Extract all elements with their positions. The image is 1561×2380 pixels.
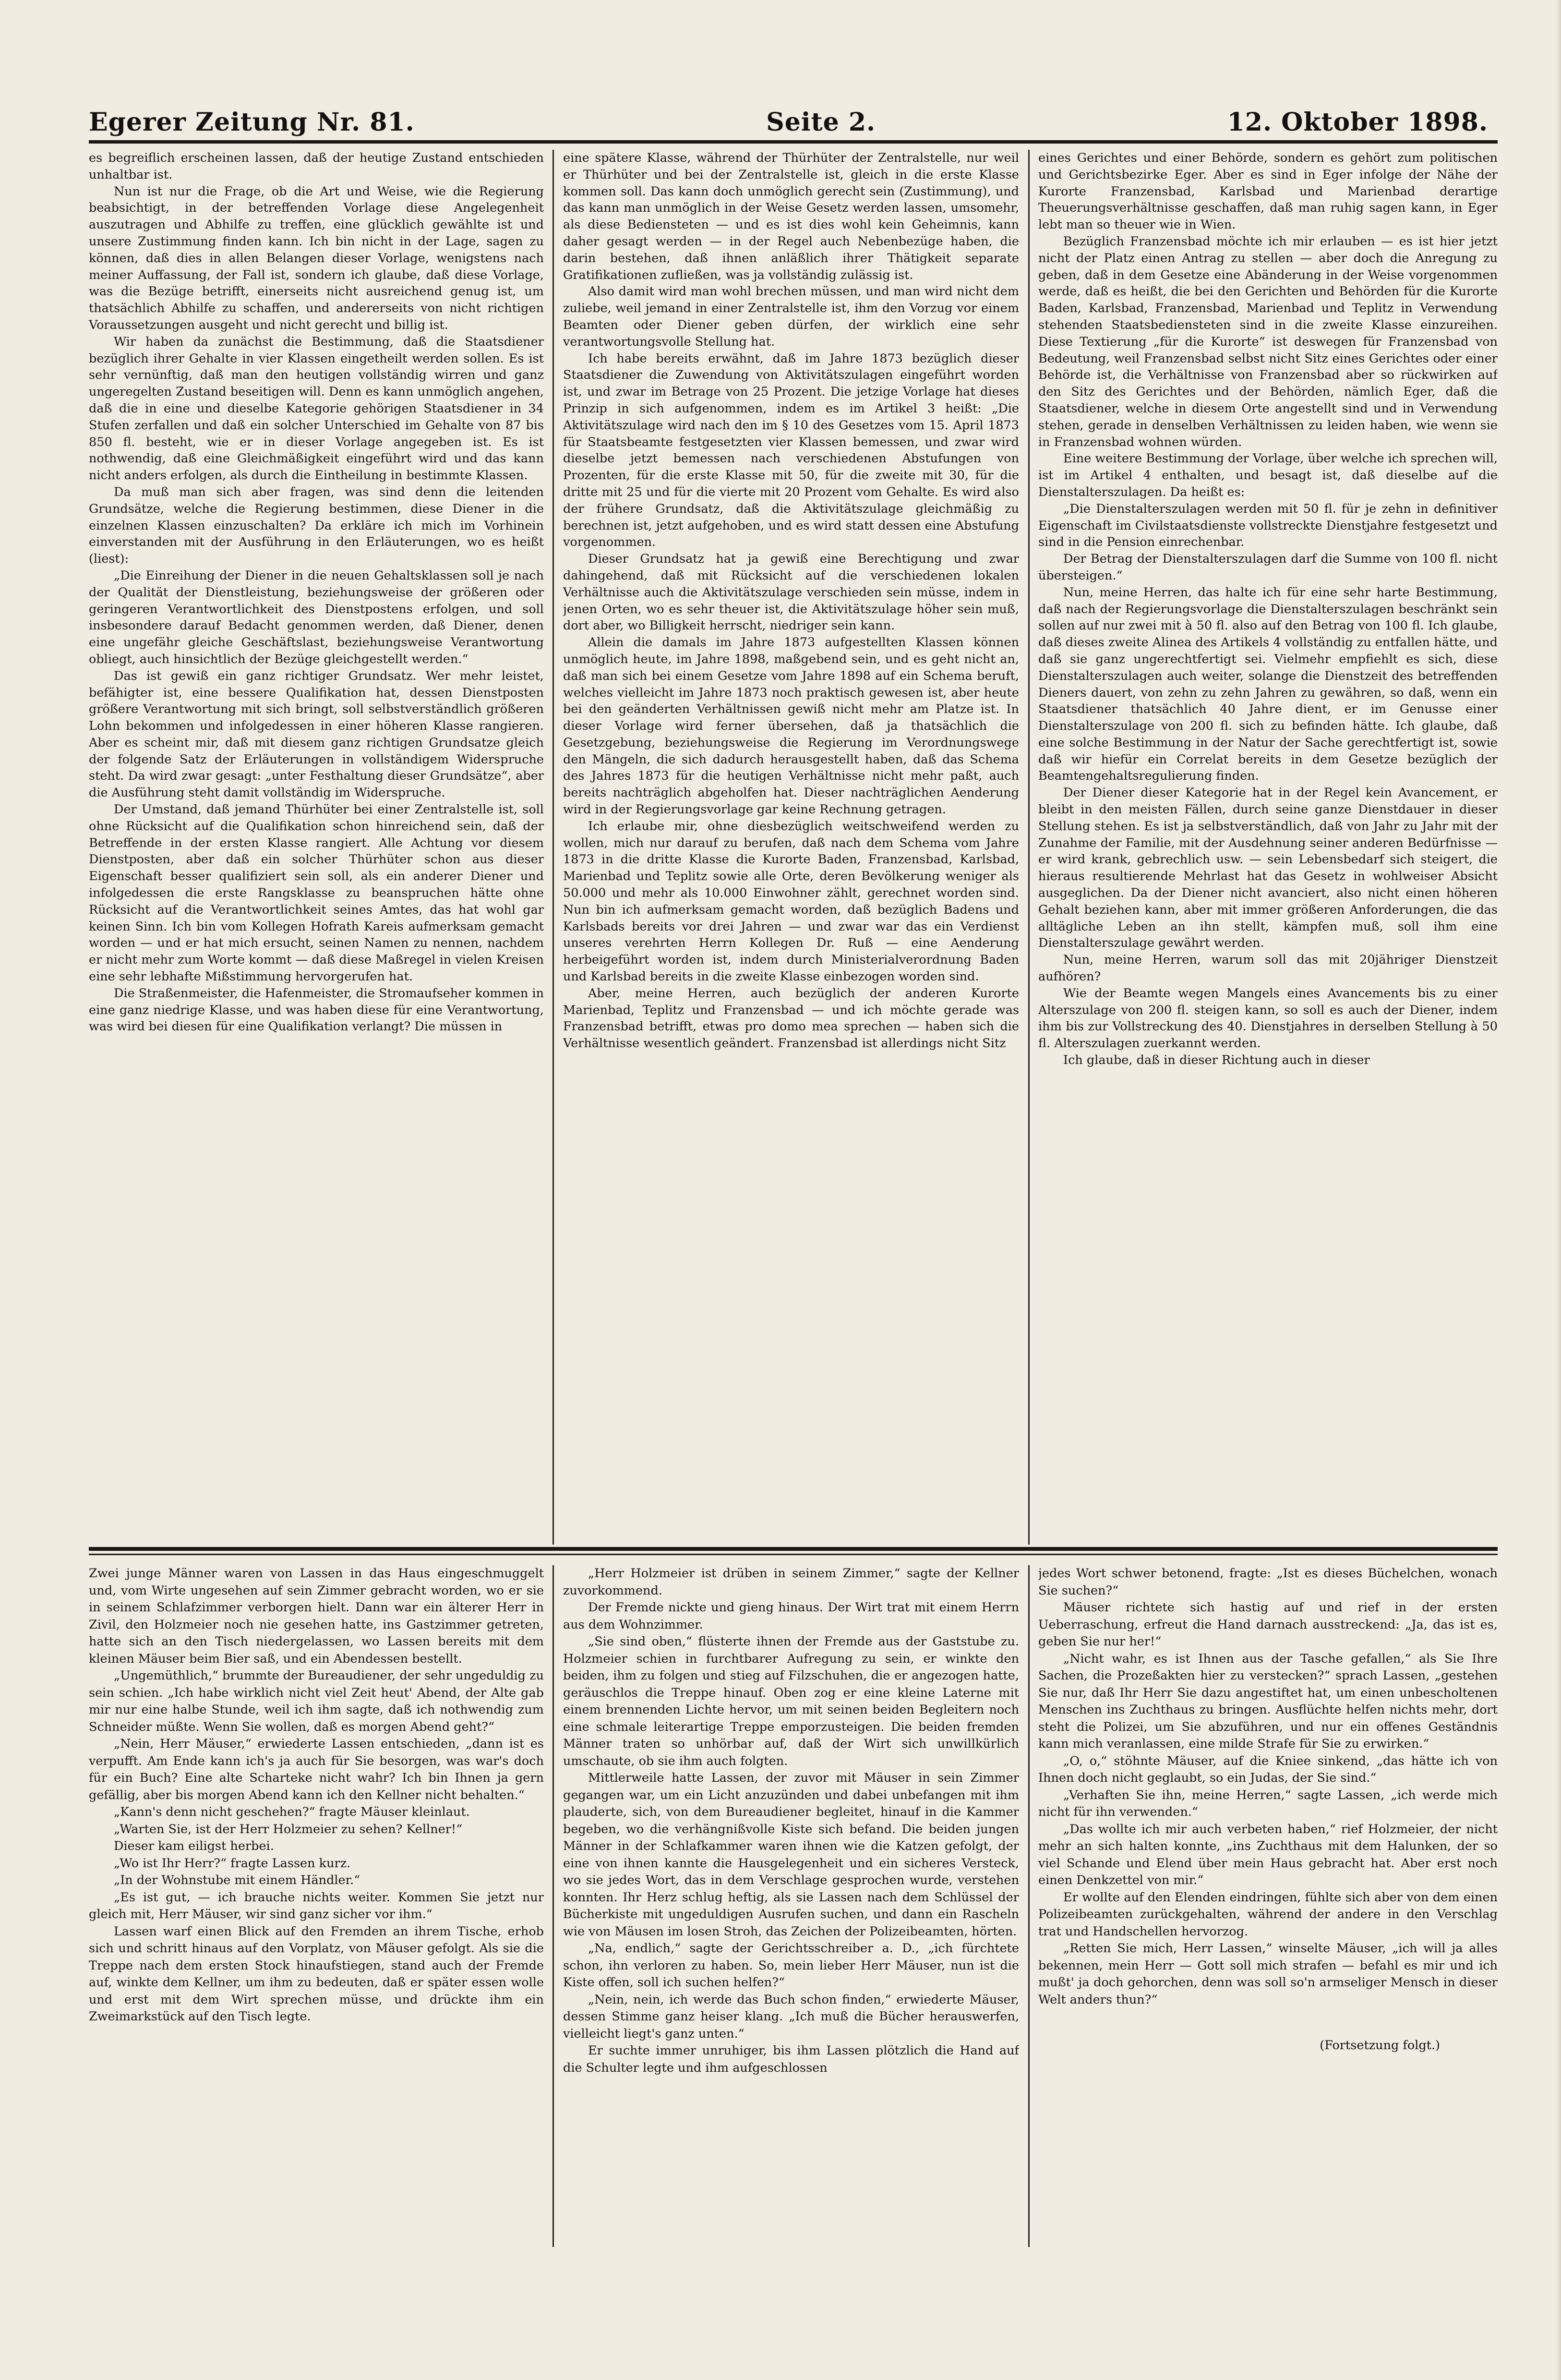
page-number: Seite 2. bbox=[766, 108, 876, 137]
paragraph: Dieser kam eiligst herbei. bbox=[114, 1839, 274, 1853]
story-column-2 bbox=[563, 1565, 1019, 2252]
paragraph: „In der Wohnstube mit einem Händler.“ bbox=[114, 1873, 360, 1887]
speech-column-1 bbox=[89, 150, 544, 1545]
paragraph: Er wollte auf den Elenden eindringen, fühlte sich aber von dem einen Polizeibeamten zurückgehalten, während der andere in den Verschlag trat und Handschellen hervorzog. bbox=[1038, 1890, 1498, 1939]
column-divider bbox=[1028, 1565, 1030, 2247]
paragraph: „O, o,“ stöhnte Mäuser, auf die Kniee sinkend, „das hätte ich von Ihnen doch nicht geglaubt, so ein Judas, der Sie sind.“ bbox=[1038, 1753, 1498, 1785]
paragraph: „Sie sind oben,“ flüsterte ihnen der Fremde aus der Gaststube zu. Holzmeier schien in furchtbarer Aufregung zu sein, er winkte den beiden, ihm zu folgen und stieg auf Filzschuhen, die er angezogen hatte, geräuschlos die Treppe hinauf. Oben zog er eine kleine Laterne mit einem brennenden Lichte hervor, um mit seinen beiden Begleitern noch eine schmale leiterartige Treppe emporzusteigen. Die beiden fremden Männer traten so unhörbar auf, daß der Wirt sich unwillkürlich umschaute, ob sie ihm auch folgten. bbox=[563, 1634, 1019, 1768]
paragraph: Die Straßenmeister, die Hafenmeister, die Stromaufseher kommen in eine ganz niedrige Klasse, und was haben diese für eine Verantwortung, was wird bei diesen für eine Qualifikation verlangt? Die müssen in bbox=[89, 986, 544, 1034]
paragraph: Der Fremde nickte und gieng hinaus. Der Wirt trat mit einem Herrn aus dem Wohnzimmer. bbox=[563, 1600, 1019, 1632]
paragraph: es begreiflich erscheinen lassen, daß der heutige Zustand entschieden unhaltbar ist. bbox=[89, 151, 544, 182]
column-divider bbox=[552, 1565, 554, 2247]
paragraph: Ich glaube, daß in dieser Richtung auch in dieser bbox=[1063, 1053, 1370, 1068]
paragraph: „Kann's denn nicht geschehen?“ fragte Mäuser kleinlaut. bbox=[114, 1805, 470, 1819]
paragraph: Zwei junge Männer waren von Lassen in das Haus eingeschmuggelt und, vom Wirte ungesehen auf sein Zimmer gebracht worden, wo er sie in seinem Schlafzimmer verborgen hielt. Dann war ein älterer Herr in Zivil, den Holzmeier noch nie gesehen hatte, ins Gastzimmer getreten, hatte sich an den Tisch niedergelassen, wo Lassen bereits mit dem kleinen Mäuser beim Bier saß, und ein Abendessen bestellt. bbox=[89, 1566, 544, 1666]
paragraph: Lassen warf einen Blick auf den Fremden an ihrem Tische, erhob sich und schritt hinaus auf den Vorplatz, von Mäuser gefolgt. Als sie die Treppe nach dem ersten Stock hinaufstiegen, stand auch der Fremde auf, winkte dem Kellner, um ihm zu bedeuten, daß er später essen wolle und erst mit dem Wirt sprechen müsse, und drückte ihm ein Zweimarkstück auf den Tisch legte. bbox=[89, 1924, 544, 2024]
paragraph: Der Diener dieser Kategorie hat in der Regel kein Avancement, er bleibt in den meisten Fällen, durch seine ganze Dienstdauer in dieser Stellung stehen. Es ist ja selbstverständlich, daß von Jahr zu Jahr mit der Zunahme der Familie, mit der Ausdehnung seiner anderen Bedürfnisse — er wird krank, gebrechlich usw. — sein Lebensbedarf sich steigert, die hieraus resultierende Mehrlast hat das Gesetz in wohlweiser Absicht ausgeglichen. Da der Diener nicht avanciert, also nicht einen höheren Gehalt beziehen kann, aber mit immer größeren Anforderungen, die das alltägliche Leben an ihn stellt, kämpfen muß, soll ihm eine Dienstalterszulage gewährt werden. bbox=[1038, 785, 1498, 951]
paragraph: Nun ist nur die Frage, ob die Art und Weise, wie die Regierung beabsichtigt, in der betreffenden Vorlage diese Angelegenheit auszutragen und Abhilfe zu treffen, eine glücklich gewählte ist und unsere Zustimmung finden kann. Ich bin nicht in der Lage, sagen zu können, daß dies in allen Belangen dieser Vorlage, wenigstens nach meiner Auffassung, der Fall ist, sondern ich glaube, daß diese Vorlage, was die Bezüge betrifft, einerseits nicht ausreichend genug ist, um thatsächlich Abhilfe zu schaffen, und andererseits von nicht richtigen Voraussetzungen ausgeht und nicht gerecht und billig ist. bbox=[89, 184, 544, 332]
feuilleton-section bbox=[89, 1565, 1498, 2252]
paragraph: „Warten Sie, ist der Herr Holzmeier zu sehen? Kellner!“ bbox=[114, 1822, 463, 1836]
feuilleton-rule bbox=[89, 1547, 1498, 1551]
paragraph: Eine weitere Bestimmung der Vorlage, über welche ich sprechen will, ist im Artikel 4 enthalten, und besagt ist, daß dieselbe auf die Dienstalterszulagen. Da heißt es: bbox=[1038, 451, 1498, 499]
paragraph: Der Umstand, daß jemand Thürhüter bei einer Zentralstelle ist, soll ohne Rücksicht auf die Qualifikation schon hinreichend sein, daß der Betreffende in der ersten Klasse rangiert. Alle Achtung vor diesem Dienstposten, aber daß ein solcher Thürhüter schon aus dieser Eigenschaft besser qualifiziert sein soll, als ein anderer Diener und infolgedessen die erste Rangsklasse zu beanspruchen hätte ohne Rücksicht auf die Verantwortlichkeit seines Amtes, das hat wohl gar keinen Sinn. Ich bin vom Kollegen Hofrath Kareis aufmerksam gemacht worden — und er hat mich ersucht, seinen Namen zu nennen, nachdem er nicht mehr zum Worte kommt — daß diese Maßregel in vielen Kreisen eine sehr lebhafte Mißstimmung hervorgerufen hat. bbox=[89, 802, 544, 984]
story-column-3 bbox=[1038, 1565, 1498, 2252]
paragraph: „Herr Holzmeier ist drüben in seinem Zimmer,“ sagte der Kellner zuvorkommend. bbox=[563, 1566, 1019, 1598]
paragraph: „Wo ist Ihr Herr?“ fragte Lassen kurz. bbox=[114, 1856, 351, 1871]
column-divider bbox=[1028, 150, 1030, 1545]
paragraph: Da muß man sich aber fragen, was sind denn die leitenden Grundsätze, welche die Regierung bestimmen, diese Diener in die einzelnen Klassen einzuschalten? Da erkläre ich mich im Vorhinein einverstanden mit der Ausführung in den Erläuterungen, wo es heißt (liest): bbox=[89, 484, 544, 567]
header-rule bbox=[89, 140, 1498, 144]
paper-title: Egerer Zeitung Nr. 81. bbox=[89, 108, 415, 137]
paragraph: „Retten Sie mich, Herr Lassen,“ winselte Mäuser, „ich will ja alles bekennen, mein Herr — Gott soll mich strafen — befahl es mir und ich mußt' ja doch gehorchen, denn was soll so'n armseliger Mensch in dieser Welt anders thun?“ bbox=[1038, 1941, 1498, 2007]
paragraph: Wie der Beamte wegen Mangels eines Avancements bis zu einer Alterszulage von 200 fl. steigen kann, so soll es auch der Diener, indem ihm bis zur Vollstreckung des 40. Dienstjahres in derselben Stellung à 50 fl. Alterszulagen zuerkannt werden. bbox=[1038, 986, 1498, 1051]
paragraph: Bezüglich Franzensbad möchte ich mir erlauben — es ist hier jetzt nicht der Platz einen Antrag zu stellen — aber doch die Anregung zu geben, daß in dem Gesetze eine Abänderung in der Weise vorgenommen werde, daß es heißt, die bei den Gerichten und Behörden für die Kurorte Baden, Karlsbad, Franzensbad, Marienbad und Teplitz in Verwendung stehenden Staatsbediensteten sind in die zweite Klasse einzureihen. Diese Textierung „für die Kurorte“ ist deswegen für Franzensbad von Bedeutung, weil Franzensbad selbst nicht Sitz eines Gerichtes oder einer Behörde ist, die Verhältnisse von Franzensbad aber so rückwirken auf den Sitz des Gerichtes und der Behörden, nämlich Eger, daß die Staatsdiener, welche in diesem Orte angestellt sind und in Verwendung stehen, gerade in denselben Verhältnissen zu leiden haben, wie wenn sie in Franzensbad wohnen würden. bbox=[1038, 234, 1498, 449]
paragraph: „Nein, nein, ich werde das Buch schon finden,“ erwiederte Mäuser, dessen Stimme ganz heiser klang. „Ich muß die Bücher herauswerfen, vielleicht liegt's ganz unten.“ bbox=[563, 1992, 1019, 2041]
paragraph: „Na, endlich,“ sagte der Gerichtsschreiber a. D., „ich fürchtete schon, ihn verloren zu haben. So, mein lieber Herr Mäuser, nun ist die Kiste offen, soll ich suchen helfen?“ bbox=[563, 1941, 1019, 1990]
paragraph: eines Gerichtes und einer Behörde, sondern es gehört zum politischen und Gerichtsbezirke Eger. Aber es sind in Eger infolge der Nähe der Kurorte Franzensbad, Karlsbad und Marienbad derartige Theuerungsverhältnisse geschaffen, daß man ruhig sagen kann, in Eger lebt man so theuer wie in Wien. bbox=[1038, 151, 1498, 232]
speech-column-2 bbox=[563, 150, 1019, 1545]
paragraph: Ich erlaube mir, ohne diesbezüglich weitschweifend werden zu wollen, mich nur darauf zu berufen, daß nach dem Schema vom Jahre 1873 in die dritte Klasse die Kurorte Baden, Franzensbad, Karlsbad, Marienbad und Teplitz sowie alle Orte, deren Bevölkerung weniger als 50.000 und mehr als 10.000 Einwohner zählt, gerechnet worden sind. Nun bin ich aufmerksam gemacht worden, daß bezüglich Badens und Karlsbads bereits vor drei Jahren — und zwar war das ein Verdienst unseres verehrten Herrn Kollegen Dr. Ruß — eine Aenderung herbeigeführt worden ist, indem durch Ministerialverordnung Baden und Karlsbad bereits in die zweite Klasse einbezogen worden sind. bbox=[563, 819, 1019, 984]
speech-column-3 bbox=[1038, 150, 1498, 1545]
paragraph: „Das wollte ich mir auch verbeten haben,“ rief Holzmeier, der nicht mehr an sich halten konnte, „ins Zuchthaus mit dem Halunken, der so viel Schande und Elend über mein Haus gebracht hat. Aber erst noch einen Denkzettel von mir.“ bbox=[1038, 1822, 1498, 1887]
paragraph: „Nicht wahr, es ist Ihnen aus der Tasche gefallen,“ als Sie Ihre Sachen, die Prozeßakten hier zu verstecken?“ sprach Lassen, „gestehen Sie nur, daß Ihr Herr Sie dazu angestiftet hat, um einen unbescholtenen Menschen ins Zuchthaus zu bringen. Ausflüchte helfen nichts mehr, dort steht die Polizei, um Sie abzuführen, und nur ein offenes Geständnis kann mich veranlassen, eine milde Strafe für Sie zu erwirken.“ bbox=[1038, 1651, 1498, 1751]
paragraph: Allein die damals im Jahre 1873 aufgestellten Klassen können unmöglich heute, im Jahre 1898, maßgebend sein, und es geht nicht an, daß man sich bei einem Gesetze vom Jahre 1898 auf ein Schema beruft, welches vielleicht im Jahre 1873 noch praktisch gewesen ist, aber heute bei den geänderten Verhältnissen gewiß nicht mehr am Platze ist. In dieser Vorlage wird ferner übersehen, daß ja thatsächlich die Gesetzgebung, beziehungsweise die Regierung im Verordnungswege den Mängeln, die sich dadurch herausgestellt haben, daß das Schema des Jahres 1873 für die heutigen Verhältnisse nicht mehr paßt, auch bereits nachträglich abgeholfen hat. Dieser nachträglichen Aenderung wird in der Regierungsvorlage gar keine Rechnung getragen. bbox=[563, 635, 1019, 817]
story-column-1 bbox=[89, 1565, 544, 2252]
paragraph: Aber, meine Herren, auch bezüglich der anderen Kurorte Marienbad, Teplitz und Franzensbad — und ich möchte gerade was Franzensbad betrifft, etwas pro domo mea sprechen — haben sich die Verhältnisse wesentlich geändert. Franzensbad ist allerdings nicht Sitz bbox=[563, 986, 1019, 1051]
quote-paragraph: Der Betrag der Dienstalterszulagen darf die Summe von 100 fl. nicht übersteigen.“ bbox=[1038, 552, 1498, 583]
page-edge bbox=[1556, 0, 1561, 2380]
paragraph: „Ungemüthlich,“ brummte der Bureaudiener, der sehr ungeduldig zu sein schien. „Ich habe wirklich nicht viel Zeit heut' Abend, der Alte gab mir nur eine halbe Stunde, weil ich ihm sagte, daß ich nothwendig zum Schneider müßte. Wenn Sie wollen, daß es morgen Abend geht?“ bbox=[89, 1668, 544, 1734]
paragraph: Das ist gewiß ein ganz richtiger Grundsatz. Wer mehr leistet, befähigter ist, eine bessere Qualifikation hat, dessen Dienstposten größere Verantwortung mit sich bringt, soll selbstverständlich größeren Lohn bekommen und infolgedessen in einer höheren Klasse rangieren. Aber es scheint mir, daß mit diesem ganz richtigen Grundsatze gleich der folgende Satz der Erläuterungen in vollständigem Widerspruche steht. Da wird zwar gesagt: „unter Festhaltung dieser Grundsätze“, aber die Ausführung steht damit vollständig im Widerspruche. bbox=[89, 668, 544, 800]
paragraph: jedes Wort schwer betonend, fragte: „Ist es dieses Büchelchen, wonach Sie suchen?“ bbox=[1038, 1566, 1498, 1598]
paragraph: Ich habe bereits erwähnt, daß im Jahre 1873 bezüglich dieser Staatsdiener die Zuwendung von Aktivitätszulagen eingeführt worden ist, und zwar im Betrage von 25 Prozent. Die jetzige Vorlage hat dieses Prinzip in sich aufgenommen, indem es im Artikel 3 heißt: „Die Aktivitätszulage wird nach den im § 10 des Gesetzes vom 15. April 1873 für Staatsbeamte festgesetzten vier Klassen bemessen, und zwar wird dieselbe jetzt bemessen nach verschiedenen Abstufungen von Prozenten, für die erste Klasse mit 50, für die zweite mit 30, für die dritte mit 25 und für die vierte mit 20 Prozent vom Gehalte. Es wird also der frühere Grundsatz, daß die Aktivitätszulage gleichmäßig zu berechnen ist, jetzt aufgehoben, und es wird statt dessen eine Abstufung vorgenommen. bbox=[563, 351, 1019, 550]
paragraph: Nun, meine Herren, warum soll das mit 20jähriger Dienstzeit aufhören? bbox=[1038, 953, 1498, 984]
paragraph: Wir haben da zunächst die Bestimmung, daß die Staatsdiener bezüglich ihrer Gehalte in vier Klassen eingetheilt werden sollen. Es ist sehr vernünftig, daß man den heutigen vollständig wirren und ganz ungeregelten Zustand beseitigen will. Denn es kann unmöglich angehen, daß die in eine und dieselbe Kategorie gehörigen Staatsdiener in 34 Stufen zerfallen und daß ein solcher Unterschied im Gehalte von 87 bis 850 fl. besteht, wie er in dieser Vorlage angegeben ist. Es ist nothwendig, daß eine Gleichmäßigkeit eingeführt wird und das kann nicht anders erfolgen, als durch die Eintheilung in bestimmte Klassen. bbox=[89, 334, 544, 483]
feuilleton-rule-thin bbox=[89, 1554, 1498, 1555]
paragraph: „Verhaften Sie ihn, meine Herren,“ sagte Lassen, „ich werde mich nicht für ihn verwenden.“ bbox=[1038, 1788, 1498, 1819]
paragraph: Also damit wird man wohl brechen müssen, und man wird nicht dem zuliebe, weil jemand in einer Zentralstelle ist, ihm den Vorzug vor einem Beamten oder Diener geben dürfen, der wirklich eine sehr verantwortungsvolle Stellung hat. bbox=[563, 284, 1019, 349]
paragraph: Mäuser richtete sich hastig auf und rief in der ersten Ueberraschung, erfreut die Hand darnach ausstreckend: „Ja, das ist es, geben Sie nur her!“ bbox=[1038, 1600, 1498, 1649]
column-divider bbox=[552, 150, 554, 1545]
paragraph: „Es ist gut, — ich brauche nichts weiter. Kommen Sie jetzt nur gleich mit, Herr Mäuser, wir sind ganz sicher vor ihm.“ bbox=[89, 1890, 544, 1921]
paragraph: Er suchte immer unruhiger, bis ihm Lassen plötzlich die Hand auf die Schulter legte und ihm aufgeschlossen bbox=[563, 2043, 1019, 2075]
paragraph: eine spätere Klasse, während der Thürhüter der Zentralstelle, nur weil er Thürhüter und bei der Zentralstelle ist, gleich in die erste Klasse kommen soll. Das kann doch unmöglich gerecht sein (Zustimmung), und das kann man unmöglich in der Weise Gesetz werden lassen, umsomehr, als diese Bediensteten — und es ist dies wohl kein Geheimnis, kann daher gesagt werden — in der Regel auch Nebenbezüge haben, die darin bestehen, daß ihnen anläßlich ihrer Thätigkeit separate Gratifikationen zufließen, was ja vollständig zulässig ist. bbox=[563, 151, 1019, 282]
quote-paragraph: „Die Dienstalterszulagen werden mit 50 fl. für je zehn in definitiver Eigenschaft im Civilstaatsdienste vollstreckte Dienstjahre festgesetzt und sind in die Pension einrechenbar. bbox=[1038, 501, 1498, 550]
masthead bbox=[89, 98, 1488, 137]
paragraph: Nun, meine Herren, das halte ich für eine sehr harte Bestimmung, daß nach der Regierungsvorlage die Dienstalterszulagen beschränkt sein sollen auf nur zwei mit à 50 fl. also auf den Betrag von 100 fl. Ich glaube, daß dieses zweite Alinea des Artikels 4 vollständig zu entfallen hätte, und daß sie ganz ungerechtfertigt sei. Vielmehr empfiehlt es sich, diese Dienstalterszulagen auch weiter, solange die Dienstzeit des betreffenden Dieners dauert, von zehn zu zehn Jahren zu gewähren, so daß, wenn ein Staatsdiener thatsächlich 40 Jahre dient, er im Genusse einer Dienstalterszulage von 200 fl. sich zu befinden hätte. Ich glaube, daß eine solche Bestimmung in der Natur der Sache gerechtfertigt ist, sowie daß wir hiefür ein Correlat bereits in dem Gesetze bezüglich der Beamtengehaltsregulierung finden. bbox=[1038, 585, 1498, 784]
paragraph: Dieser Grundsatz hat ja gewiß eine Berechtigung und zwar dahingehend, daß mit Rücksicht auf die verschiedenen lokalen Verhältnisse auch die Aktivitätszulage verschieden sein müsse, indem in jenen Orten, wo es sehr theuer ist, die Aktivitätszulage höher sein muß, dort aber, wo Billigkeit herrscht, niedriger sein kann. bbox=[563, 552, 1019, 633]
continuation-note: (Fortsetzung folgt.) bbox=[1320, 2038, 1440, 2053]
speech-section bbox=[89, 150, 1498, 1545]
paragraph: Mittlerweile hatte Lassen, der zuvor mit Mäuser in sein Zimmer gegangen war, um ein Licht anzuzünden und dabei unbefangen mit ihm plauderte, sich, von dem Bureaudiener begleitet, hinauf in die Kammer begeben, wo die verhängnißvolle Kiste sich befand. Die beiden jungen Männer in der Schlafkammer waren ihnen wie die Katzen gefolgt, der eine von ihnen kannte die Hausgelegenheit und ein sicheres Versteck, wo sie jedes Wort, das in dem Verschlage gesprochen wurde, verstehen konnten. Ihr Herz schlug heftig, als sie Lassen nach dem Schlüssel der Bücherkiste mit ungeduldigen Ausrufen suchen, und dann ein Rascheln wie von Mäusen im losen Stroh, das Zeichen der Polizeibeamten, hörten. bbox=[563, 1771, 1019, 1939]
quote-paragraph: „Die Einreihung der Diener in die neuen Gehaltsklassen soll je nach der Qualität der Dienstleistung, beziehungsweise der größeren oder geringeren Verantwortlichkeit des Dienstpostens erfolgen, und soll insbesondere darauf Bedacht genommen werden, daß Diener, denen eine ungefähr gleiche Geschäftslast, beziehungsweise Verantwortung obliegt, auch hinsichtlich der Bezüge gleichgestellt werden.“ bbox=[89, 568, 544, 666]
paragraph: „Nein, Herr Mäuser,“ erwiederte Lassen entschieden, „dann ist es verpufft. Am Ende kann ich's ja auch für Sie besorgen, was war's doch für ein Buch? Eine alte Scharteke nicht wahr? Ich bin Ihnen ja gern gefällig, aber bis morgen Abend kann ich den Kellner nicht behalten.“ bbox=[89, 1737, 544, 1802]
issue-date: 12. Oktober 1898. bbox=[1227, 108, 1488, 137]
